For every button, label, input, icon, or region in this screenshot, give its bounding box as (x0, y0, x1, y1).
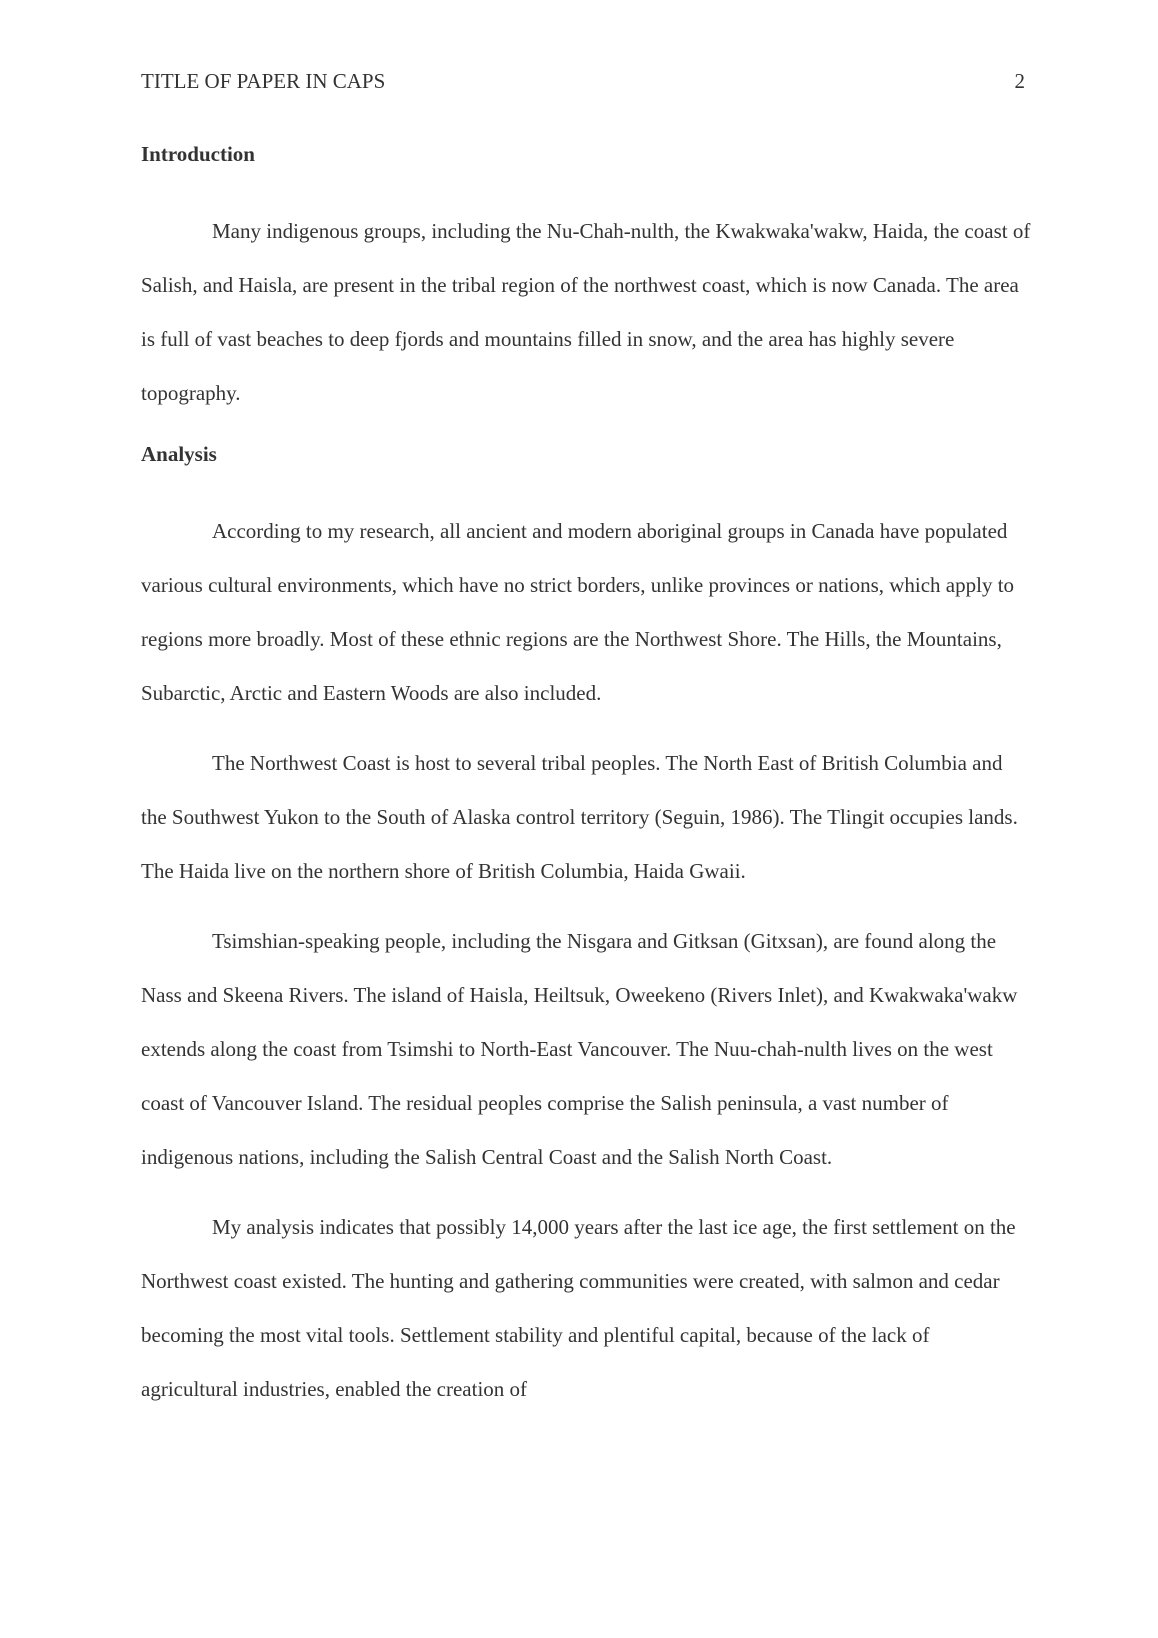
paragraph: The Northwest Coast is host to several tribal peoples. The North East of British Columbia and the Southwest Yukon to the South of Alaska control territory (Seguin, 1986). The Tlingit occupies lands. The Haida live on the northern shore of British Columbia, Haida Gwaii. (141, 751, 1018, 883)
paragraph: Tsimshian-speaking people, including the Nisgara and Gitksan (Gitxsan), are found along the Nass and Skeena Rivers. The island of Haisla, Heiltsuk, Oweekeno (Rivers Inlet), and Kwakwaka'wakw extends along the coast from Tsimshi to North-East Vancouver. The Nuu-chah-nulth lives on the west coast of Vancouver Island. The residual peoples comprise the Salish peninsula, a vast number of indigenous nations, including the Salish Central Coast and the Salish North Coast. (141, 929, 1018, 1169)
paragraph: My analysis indicates that possibly 14,000 years after the last ice age, the first settlement on the Northwest coast existed. The hunting and gathering communities were created, with salmon and cedar becoming the most vital tools. Settlement stability and plentiful capital, because of the lack of agricultural industries, enabled the creation of (141, 1215, 1016, 1401)
document-body (141, 136, 1031, 1432)
section-heading-introduction: Introduction (141, 142, 255, 166)
running-head: TITLE OF PAPER IN CAPS (141, 69, 386, 93)
section-heading-analysis: Analysis (141, 442, 217, 466)
page-header (141, 66, 1025, 96)
paragraph: Many indigenous groups, including the Nu-Chah-nulth, the Kwakwaka'wakw, Haida, the coast of Salish, and Haisla, are present in the tribal region of the northwest coast, which is now Canada. The area is full of vast beaches to deep fjords and mountains filled in snow, and the area has highly severe topography. (141, 219, 1031, 405)
page-number: 2 (1014, 69, 1025, 93)
paragraph: According to my research, all ancient and modern aboriginal groups in Canada have populated various cultural environments, which have no strict borders, unlike provinces or nations, which apply to regions more broadly. Most of these ethnic regions are the Northwest Shore. The Hills, the Mountains, Subarctic, Arctic and Eastern Woods are also included. (141, 519, 1015, 705)
